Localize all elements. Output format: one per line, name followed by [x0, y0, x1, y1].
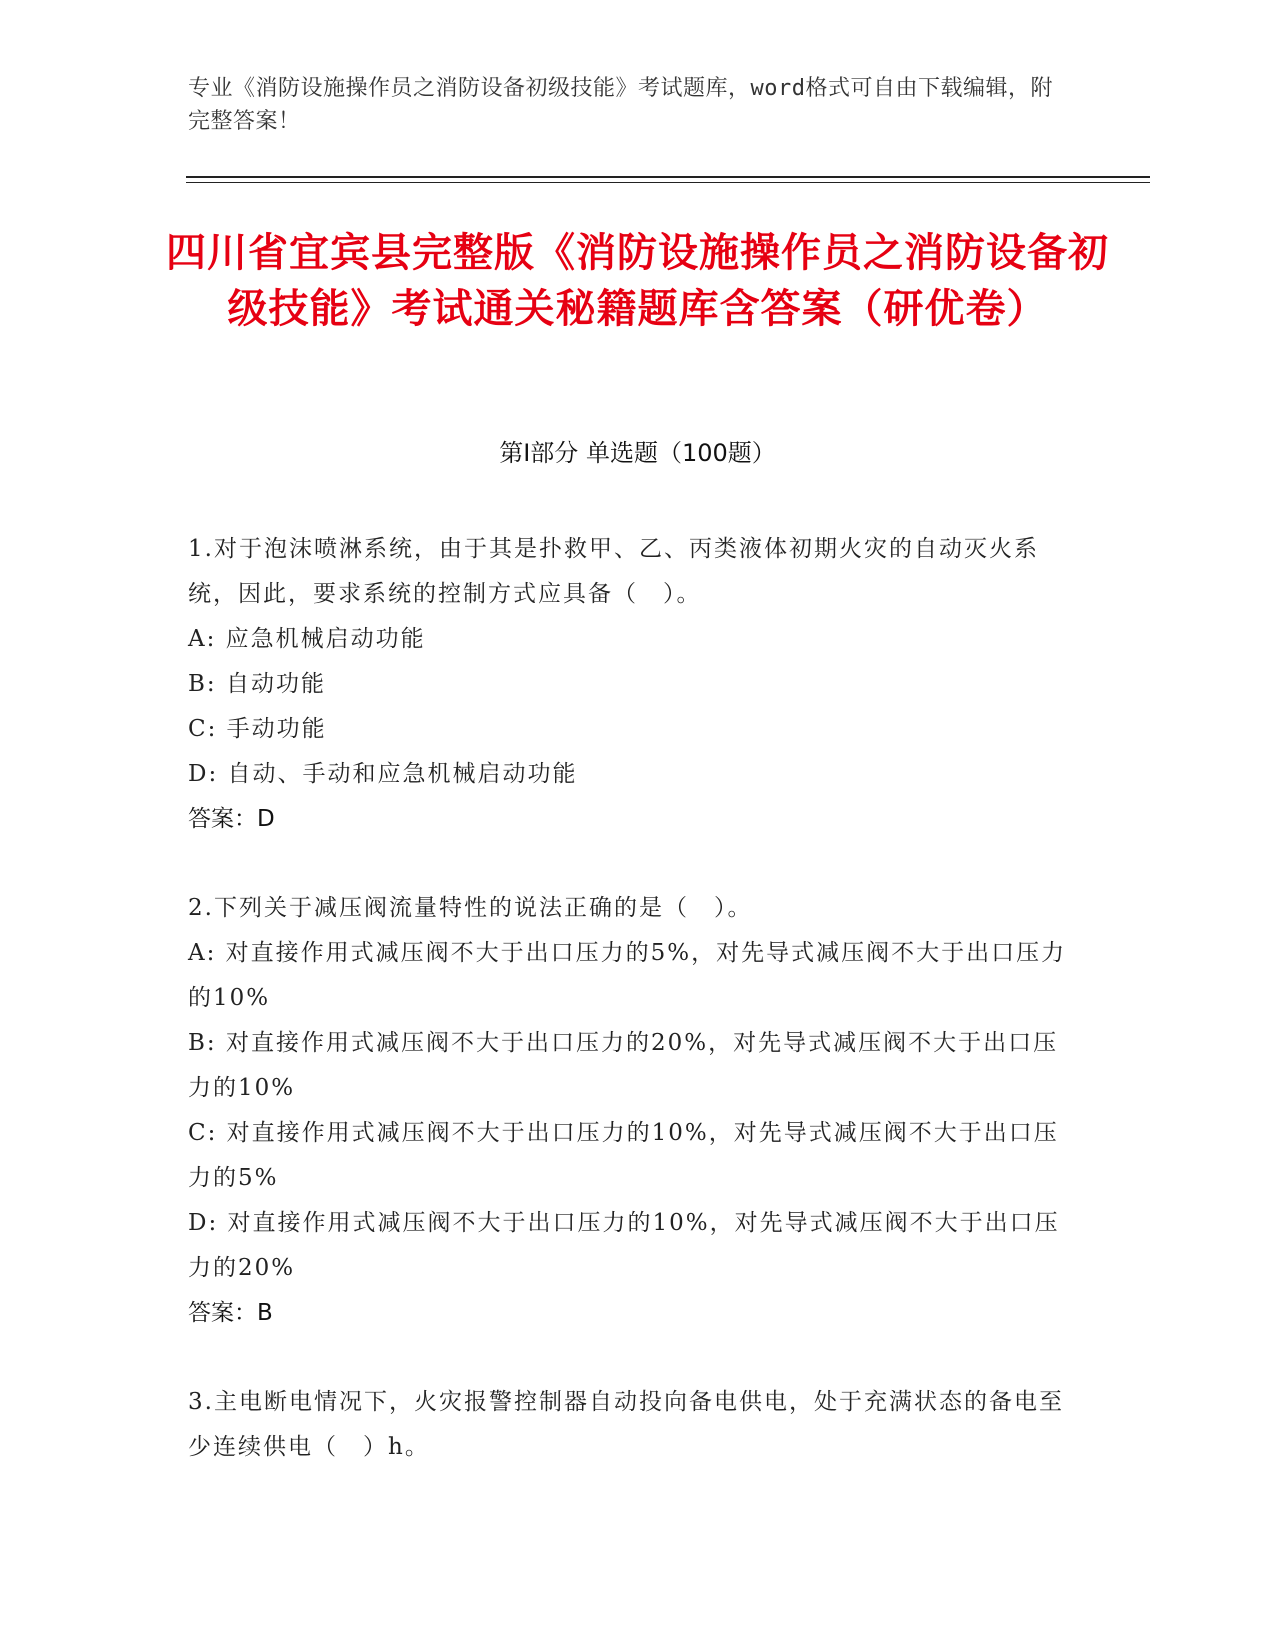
option-a: A: 对直接作用式减压阀不大于出口压力的5%，对先导式减压阀不大于出口压力的10%: [188, 940, 1067, 1011]
question-stem: 2.下列关于减压阀流量特性的说法正确的是（ ）。: [188, 895, 753, 921]
option-d: D: 对直接作用式减压阀不大于出口压力的10%，对先导式减压阀不大于出口压力的20%: [188, 1210, 1060, 1281]
option-d: D: 自动、手动和应急机械启动功能: [188, 761, 578, 787]
document-title: 四川省宜宾县完整版《消防设施操作员之消防设备初级技能》考试通关秘籍题库含答案（研优卷）: [166, 230, 1109, 332]
option-b: B: 对直接作用式减压阀不大于出口压力的20%，对先导式减压阀不大于出口压力的10%: [188, 1030, 1059, 1101]
question-list: [188, 527, 1078, 1514]
question-3: [188, 1380, 1078, 1470]
question-1: [188, 527, 1078, 842]
header-divider: [186, 176, 1150, 178]
section-title: 第Ⅰ部分 单选题（100题）: [499, 439, 776, 467]
option-c: C: 对直接作用式减压阀不大于出口压力的10%，对先导式减压阀不大于出口压力的5%: [188, 1120, 1059, 1191]
option-b: B: 自动功能: [188, 671, 326, 697]
answer-label: 答案：D: [188, 806, 275, 832]
header-divider-thin: [186, 182, 1150, 183]
option-c: C: 手动功能: [188, 716, 327, 742]
question-stem: 3.主电断电情况下，火灾报警控制器自动投向备电供电，处于充满状态的备电至少连续供电（ ）h。: [188, 1389, 1064, 1460]
answer-label: 答案：B: [188, 1300, 273, 1326]
question-stem: 1.对于泡沫喷淋系统，由于其是扑救甲、乙、丙类液体初期火灾的自动灭火系统，因此，要求系统的控制方式应具备（ ）。: [188, 536, 1039, 607]
question-2: [188, 886, 1078, 1336]
option-a: A: 应急机械启动功能: [188, 626, 426, 652]
header-note: 专业《消防设施操作员之消防设备初级技能》考试题库，word格式可自由下载编辑，附完整答案！: [188, 76, 1053, 134]
